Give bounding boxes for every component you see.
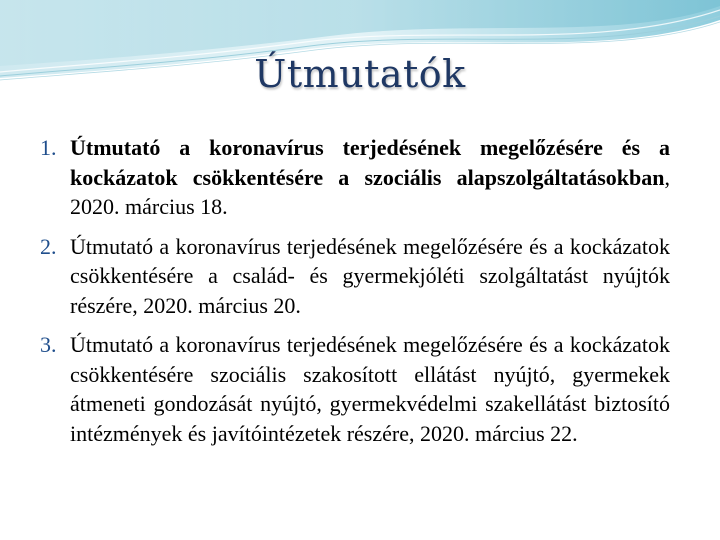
list-item-text: Útmutató a koronavírus terjedésének megelőzésére és a kockázatok csökkentésére a család- és gyermekjóléti szolgáltatást nyújtók részére, 2020. március 20.: [70, 233, 670, 318]
guidelines-list: [40, 133, 670, 458]
list-item-number: 3.: [40, 332, 57, 357]
list-item-text: , 2020. március 18.: [70, 164, 670, 219]
list-item-number: 2.: [40, 233, 57, 259]
list-item: [40, 133, 670, 222]
list-item-bold-text: Útmutató a koronavírus terjedésének megelőzésére és a kockázatok csökkentésére a szociális alapszolgáltatásokban: [70, 135, 670, 190]
list-item-number: 1.: [40, 135, 57, 160]
slide-title: Útmutatók: [254, 52, 466, 96]
list-item: [40, 232, 670, 321]
list-item-text: Útmutató a koronavírus terjedésének megelőzésére és a kockázatok csökkentésére szociális szakosított ellátást nyújtó, gyermekek átmeneti gondozását nyújtó, gyermekvédelmi szakellátást biztosító intézmények és javítóintézetek részére, 2020. március 22.: [70, 332, 670, 446]
list-item: [40, 330, 670, 448]
